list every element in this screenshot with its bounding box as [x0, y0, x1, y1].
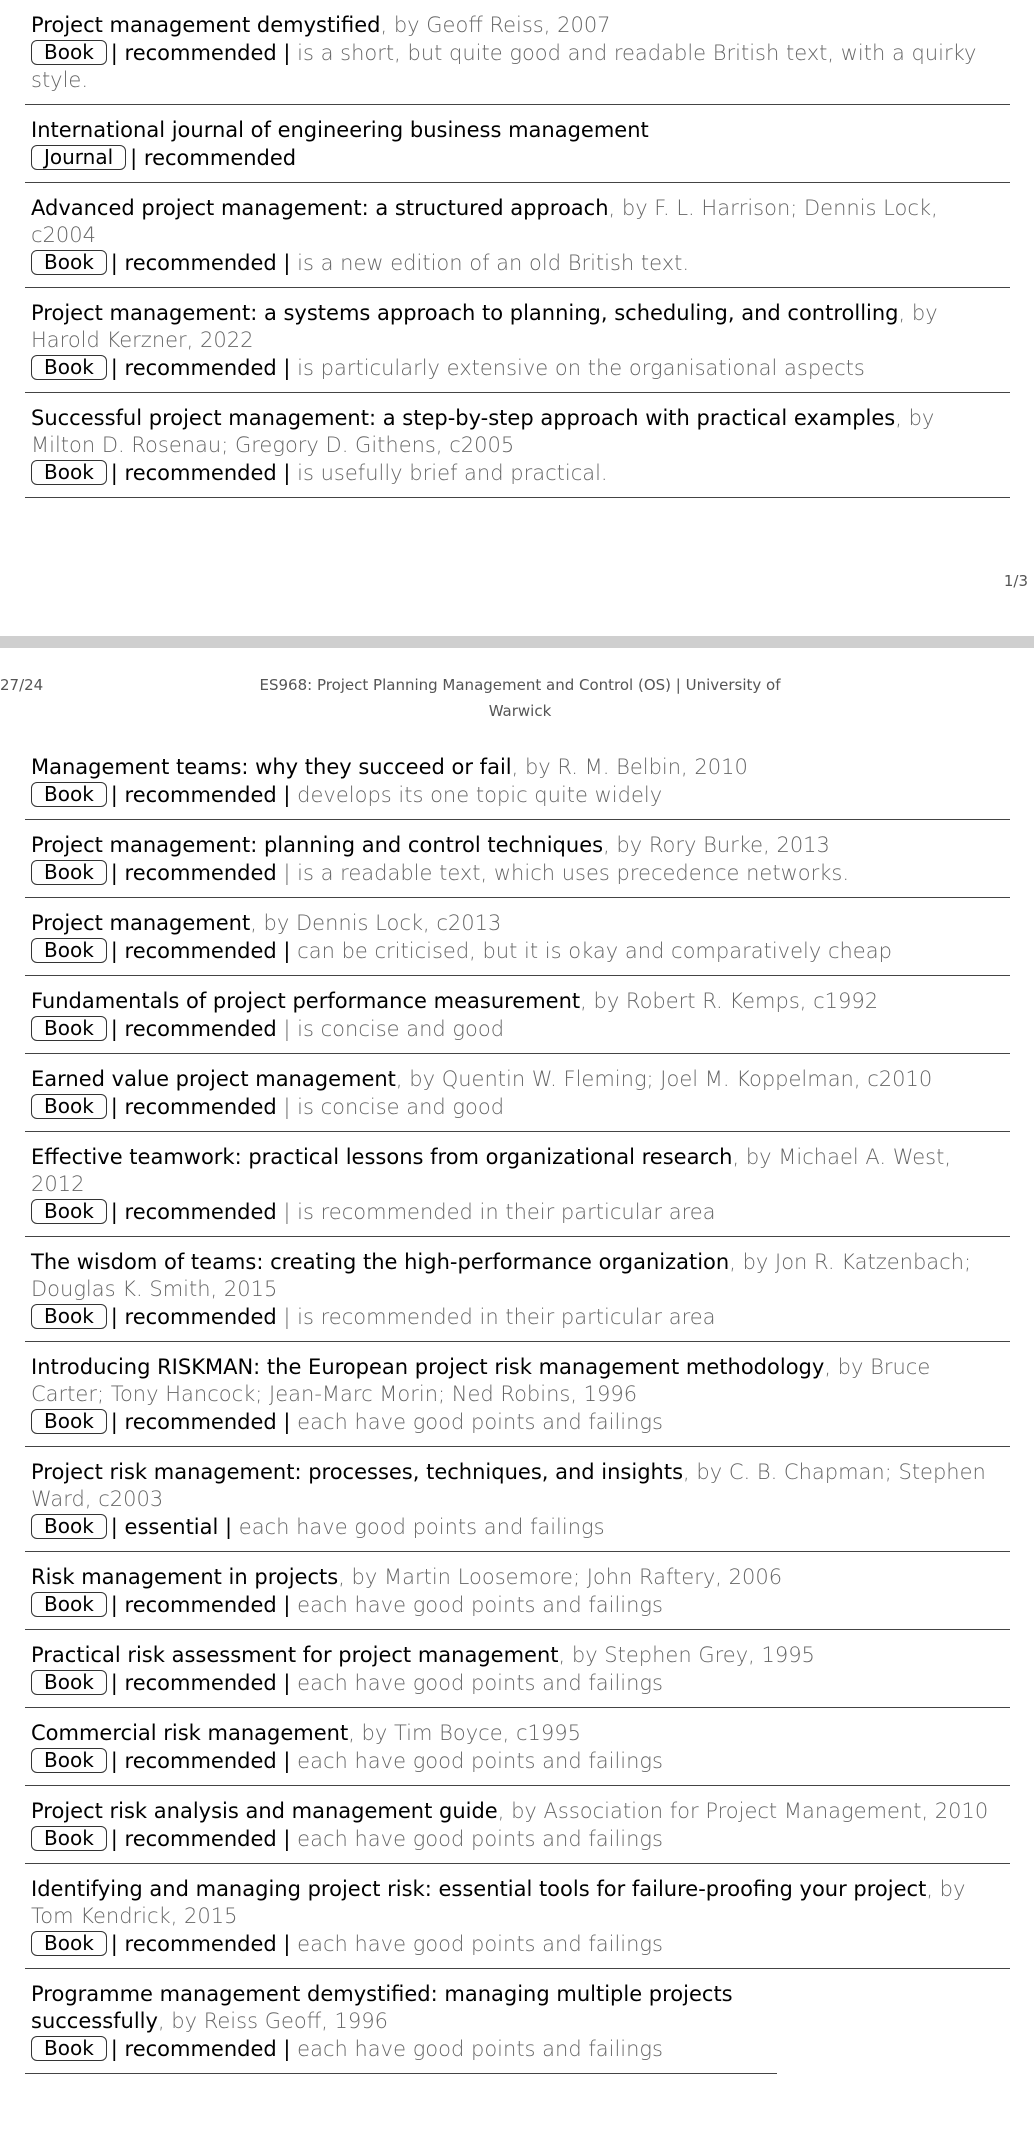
item-note: each have good points and failings	[290, 1749, 663, 1773]
item-type-badge: Book	[31, 1514, 107, 1539]
page-header: ES968: Project Planning Management and Control (OS) | University of Warwick	[259, 676, 781, 720]
item-title-link[interactable]: Management teams: why they succeed or fail	[31, 755, 512, 779]
item-importance: | recommended	[110, 1017, 277, 1041]
reading-list-item	[25, 1864, 1010, 1969]
reading-list-item	[25, 1786, 1010, 1864]
reading-list-page-2	[25, 742, 1010, 2074]
page-number: 1/3	[1003, 572, 1028, 590]
item-type-badge: Book	[31, 1094, 107, 1119]
item-importance: | recommended |	[110, 939, 291, 963]
item-importance: | recommended	[110, 1095, 277, 1119]
item-author-year: , by Martin Loosemore; John Raftery, 2006	[338, 1565, 783, 1589]
reading-list-item	[25, 1708, 1010, 1786]
item-author-year: , by Stephen Grey, 1995	[558, 1643, 815, 1667]
item-note: is a short, but quite good and readable British text, with a quirky style.	[31, 41, 977, 92]
item-type-badge: Book	[31, 1304, 107, 1329]
item-title-link[interactable]: Introducing RISKMAN: the European project risk management methodology	[31, 1355, 825, 1379]
item-author-year: , by Bruce Carter; Tony Hancock; Jean-Marc Morin; Ned Robins, 1996	[31, 1355, 931, 1406]
item-type-badge: Book	[31, 1199, 107, 1224]
item-author-year: , by Rory Burke, 2013	[603, 833, 830, 857]
item-author-year: , by Dennis Lock, c2013	[250, 911, 502, 935]
reading-list-item	[25, 1630, 1010, 1708]
item-type-badge: Book	[31, 860, 107, 885]
item-type-badge: Book	[31, 938, 107, 963]
reading-list-item	[25, 1054, 1010, 1132]
item-note: | is concise and good	[276, 1017, 505, 1041]
item-importance: | recommended |	[110, 251, 291, 275]
item-type-badge: Book	[31, 40, 107, 65]
item-type-badge: Book	[31, 460, 107, 485]
item-importance: | essential |	[110, 1515, 233, 1539]
item-type-badge: Book	[31, 1409, 107, 1434]
item-importance: | recommended |	[110, 1671, 291, 1695]
reading-list-item	[25, 976, 1010, 1054]
item-note: each have good points and failings	[290, 2037, 663, 2061]
item-note: | is recommended in their particular area	[276, 1200, 716, 1224]
item-author-year: , by Robert R. Kemps, c1992	[580, 989, 879, 1013]
item-importance: | recommended |	[110, 356, 291, 380]
item-type-badge: Book	[31, 1931, 107, 1956]
reading-list-item	[25, 742, 1010, 820]
reading-list-page-1	[25, 0, 1010, 498]
item-author-year: , by Geoff Reiss, 2007	[380, 13, 611, 37]
reading-list-item	[25, 1447, 1010, 1552]
item-note: each have good points and failings	[290, 1932, 663, 1956]
item-importance: | recommended |	[110, 1410, 291, 1434]
item-author-year: , by Quentin W. Fleming; Joel M. Koppelman, c2010	[395, 1067, 933, 1091]
item-author-year: , by C. B. Chapman; Stephen Ward, c2003	[31, 1460, 986, 1511]
item-author-year: , by Milton D. Rosenau; Gregory D. Githens, c2005	[31, 406, 935, 457]
item-note: each have good points and failings	[232, 1515, 605, 1539]
item-title-link[interactable]: Project management demystified	[31, 13, 381, 37]
reading-list-item	[25, 105, 1010, 183]
item-title-link[interactable]: Risk management in projects	[31, 1565, 339, 1589]
item-type-badge: Book	[31, 1016, 107, 1041]
item-type-badge: Book	[31, 782, 107, 807]
item-title-link[interactable]: Earned value project management	[31, 1067, 396, 1091]
item-type-badge: Book	[31, 1670, 107, 1695]
reading-list-item	[25, 898, 1010, 976]
item-title-link[interactable]: Project management: planning and control techniques	[31, 833, 604, 857]
page-2	[0, 648, 1034, 2151]
item-type-badge: Book	[31, 355, 107, 380]
item-title-link[interactable]: Identifying and managing project risk: essential tools for failure-proofing your project	[31, 1877, 927, 1901]
item-title-link[interactable]: The wisdom of teams: creating the high-performance organization	[31, 1250, 730, 1274]
page-1	[0, 0, 1034, 636]
item-note: | is a readable text, which uses precedence networks.	[276, 861, 850, 885]
item-title-link[interactable]: Practical risk assessment for project management	[31, 1643, 559, 1667]
item-note: | is recommended in their particular area	[276, 1305, 716, 1329]
item-title-link[interactable]: Project risk analysis and management guide	[31, 1799, 498, 1823]
item-note: each have good points and failings	[290, 1671, 663, 1695]
item-note: is a new edition of an old British text.	[290, 251, 690, 275]
item-title-link[interactable]: Effective teamwork: practical lessons from organizational research	[31, 1145, 733, 1169]
item-importance: | recommended |	[110, 2037, 291, 2061]
reading-list-item	[25, 1237, 1010, 1342]
item-note: each have good points and failings	[290, 1410, 663, 1434]
item-importance: | recommended |	[110, 1932, 291, 1956]
item-importance: | recommended |	[110, 1593, 291, 1617]
item-importance: | recommended |	[110, 1749, 291, 1773]
item-author-year: , by Tim Boyce, c1995	[348, 1721, 581, 1745]
item-type-badge: Book	[31, 250, 107, 275]
reading-list-item	[25, 288, 1010, 393]
item-note: develops its one topic quite widely	[290, 783, 663, 807]
item-title-link[interactable]: Advanced project management: a structured approach	[31, 196, 609, 220]
item-importance: | recommended	[110, 1305, 277, 1329]
item-importance: | recommended	[110, 861, 277, 885]
reading-list-item	[25, 1969, 777, 2074]
item-title-link[interactable]: Commercial risk management	[31, 1721, 349, 1745]
item-author-year: , by R. M. Belbin, 2010	[511, 755, 748, 779]
reading-list-item	[25, 1132, 1010, 1237]
item-author-year: , by Reiss Geoff, 1996	[157, 2009, 388, 2033]
reading-list-item	[25, 0, 1010, 105]
page-separator	[0, 636, 1034, 648]
item-author-year: , by Harold Kerzner, 2022	[31, 301, 938, 352]
item-author-year: , by Tom Kendrick, 2015	[31, 1877, 966, 1928]
item-importance: | recommended	[110, 1200, 277, 1224]
item-note: is particularly extensive on the organisational aspects	[290, 356, 865, 380]
item-title-link[interactable]: Programme management demystified: managing multiple projects successfully	[31, 1982, 733, 2033]
item-type-badge: Book	[31, 1592, 107, 1617]
reading-list-item	[25, 1342, 1010, 1447]
reading-list-item	[25, 1552, 1010, 1630]
item-importance: | recommended	[130, 146, 297, 170]
item-note: each have good points and failings	[290, 1827, 663, 1851]
item-importance: | recommended |	[110, 1827, 291, 1851]
item-author-year: , by Association for Project Management, 2010	[497, 1799, 989, 1823]
item-title-link[interactable]: Fundamentals of project performance measurement	[31, 989, 581, 1013]
item-importance: | recommended |	[110, 461, 291, 485]
item-note: is usefully brief and practical.	[290, 461, 608, 485]
item-importance: | recommended |	[110, 783, 291, 807]
item-author-year: , by F. L. Harrison; Dennis Lock, c2004	[31, 196, 938, 247]
reading-list-item	[25, 393, 1010, 498]
item-type-badge: Book	[31, 2036, 107, 2061]
print-date: 27/24	[0, 676, 44, 694]
reading-list-item	[25, 820, 1010, 898]
item-note: can be criticised, but it is okay and comparatively cheap	[290, 939, 892, 963]
item-note: each have good points and failings	[290, 1593, 663, 1617]
item-note: | is concise and good	[276, 1095, 505, 1119]
item-type-badge: Journal	[31, 145, 126, 170]
item-type-badge: Book	[31, 1748, 107, 1773]
item-title-link[interactable]: International journal of engineering business management	[31, 118, 649, 142]
item-importance: | recommended |	[110, 41, 291, 65]
item-author-year: , by Michael A. West, 2012	[31, 1145, 952, 1196]
reading-list-item	[25, 183, 1010, 288]
item-type-badge: Book	[31, 1826, 107, 1851]
item-title-link[interactable]: Successful project management: a step-by-step approach with practical examples	[31, 406, 896, 430]
item-title-link[interactable]: Project management	[31, 911, 251, 935]
item-title-link[interactable]: Project risk management: processes, techniques, and insights	[31, 1460, 684, 1484]
item-title-link[interactable]: Project management: a systems approach to planning, scheduling, and controlling	[31, 301, 899, 325]
item-author-year: , by Jon R. Katzenbach; Douglas K. Smith, 2015	[31, 1250, 972, 1301]
